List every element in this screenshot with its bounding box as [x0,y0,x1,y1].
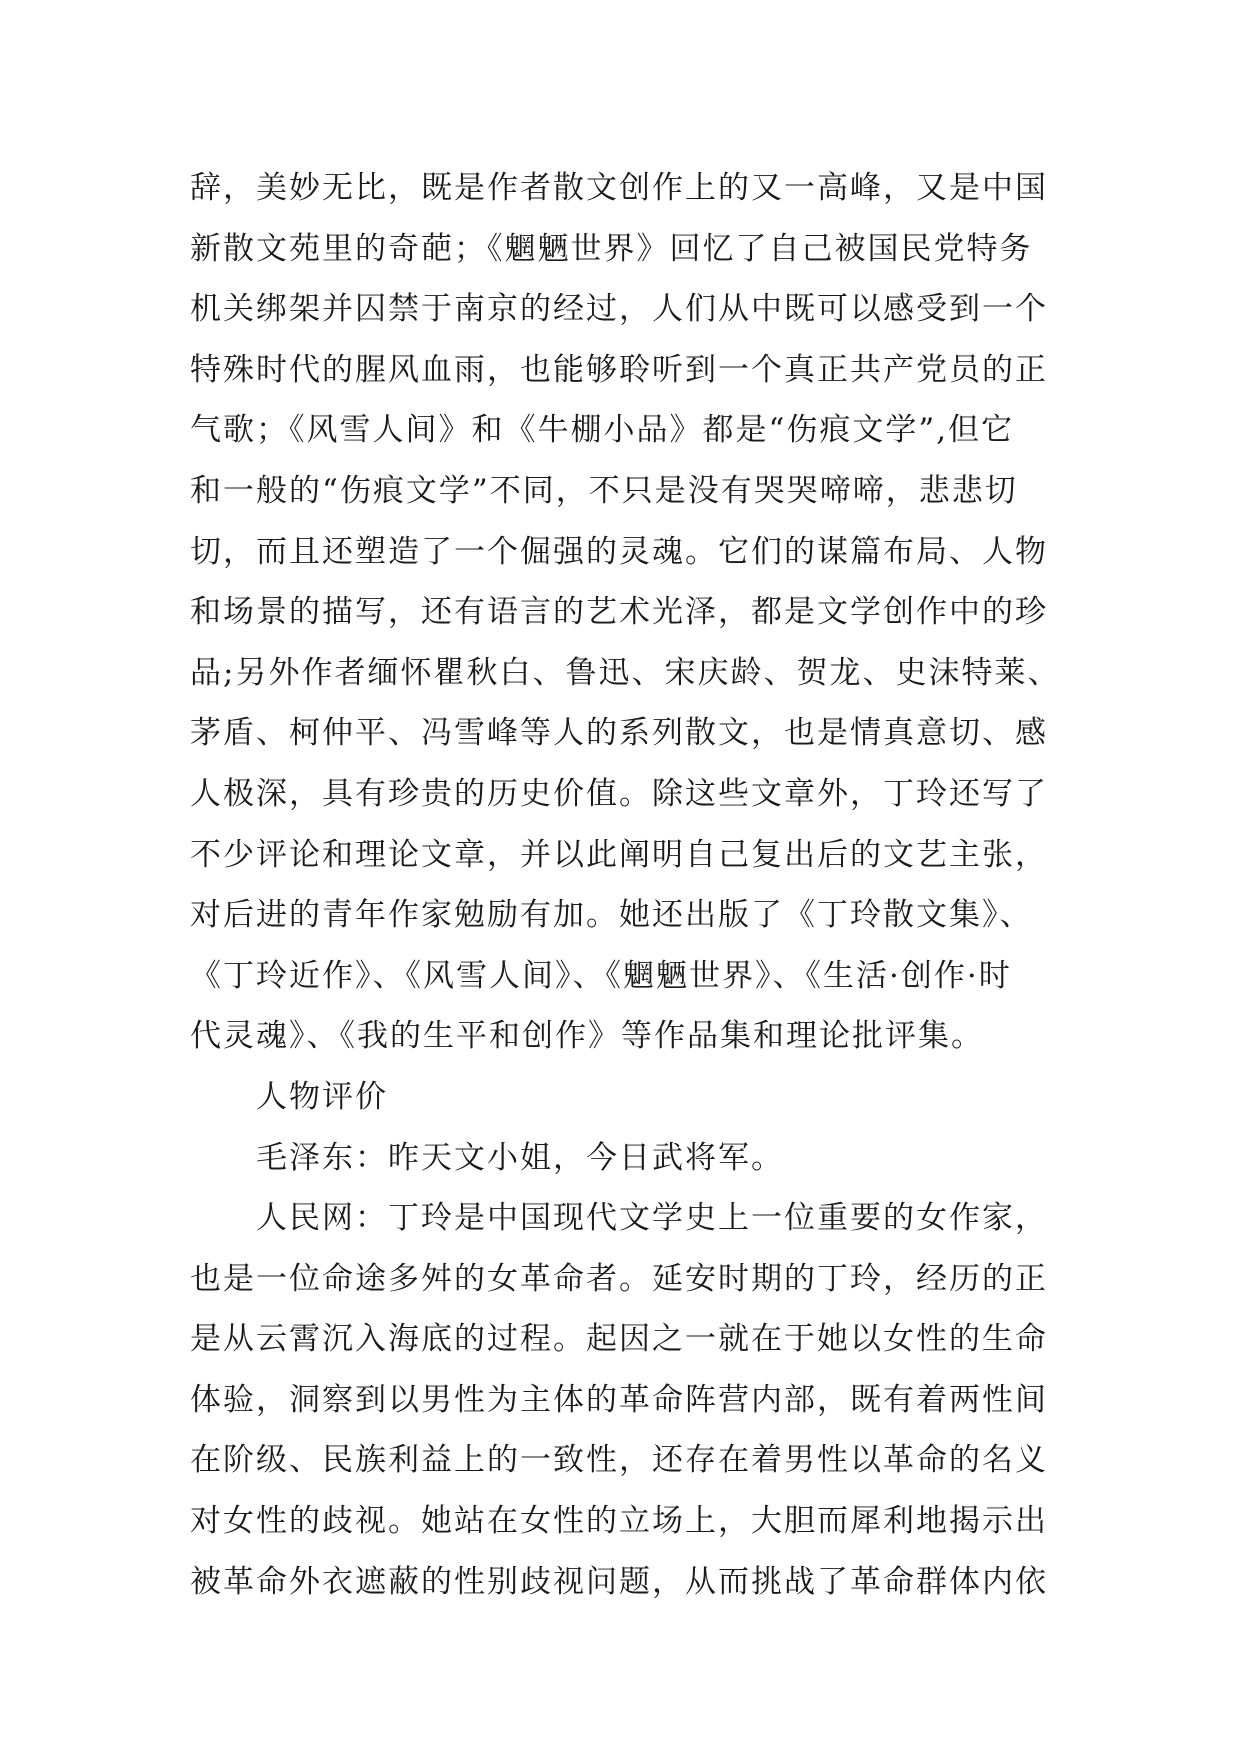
text-line: 被革命外衣遮蔽的性别歧视问题，从而挑战了革命群体内依 [190,1563,1048,1600]
text-line: 品;另外作者缅怀瞿秋白、鲁迅、宋庆龄、贺龙、史沫特莱、 [190,654,1061,691]
text-line: 机关绑架并囚禁于南京的经过，人们从中既可以感受到一个 [190,291,1048,328]
text-line: 人民网：丁玲是中国现代文学史上一位重要的女作家， [256,1200,1048,1237]
text-line: 是从云霄沉入海底的过程。起因之一就在于她以女性的生命 [190,1321,1048,1358]
text-line: 对后进的青年作家勉励有加。她还出版了《丁玲散文集》、 [190,897,1033,934]
section-heading: 人物评价 [256,1078,388,1115]
text-line: 体验，洞察到以男性为主体的革命阵营内部，既有着两性间 [190,1381,1048,1418]
text-line: 对女性的歧视。她站在女性的立场上，大胆而犀利地揭示出 [190,1503,1048,1540]
text-line: 和场景的描写，还有语言的艺术光泽，都是文学创作中的珍 [190,594,1048,631]
text-line: 不少评论和理论文章，并以此阐明自己复出后的文艺主张， [190,836,1048,873]
text-line: 特殊时代的腥风血雨，也能够聆听到一个真正共产党员的正 [190,351,1048,388]
text-line: 也是一位命途多舛的女革命者。延安时期的丁玲，经历的正 [190,1260,1048,1297]
paragraph-renmin [190,1188,1060,1612]
body-text [190,158,1060,1612]
text-line: 切，而且还塑造了一个倔强的灵魂。它们的谋篇布局、人物 [190,533,1048,570]
text-line: 新散文苑里的奇葩；《魍魉世界》回忆了自己被国民党特务 [190,230,1033,267]
text-line: 《丁玲近作》、《风雪人间》、《魍魉世界》、《生活·创作·时 [190,957,1012,994]
text-line: 和一般的“伤痕文学”不同，不只是没有哭哭啼啼，悲悲切 [190,472,1018,509]
mao-quote: 毛泽东：昨天文小姐，今日武将军。 [256,1139,784,1176]
paragraph-works [190,158,1060,1067]
text-line: 辞，美妙无比，既是作者散文创作上的又一高峰，又是中国 [190,170,1048,206]
text-line: 气歌；《风雪人间》和《牛棚小品》都是“伤痕文学”,但它 [190,412,1015,449]
text-line: 代灵魂》、《我的生平和创作》等作品集和理论批评集。 [190,1018,984,1055]
text-line: 茅盾、柯仲平、冯雪峰等人的系列散文，也是情真意切、感 [190,715,1048,752]
text-line: 在阶级、民族利益上的一致性，还存在着男性以革命的名义 [190,1442,1048,1479]
text-line: 人极深，具有珍贵的历史价值。除这些文章外，丁玲还写了 [190,775,1048,812]
